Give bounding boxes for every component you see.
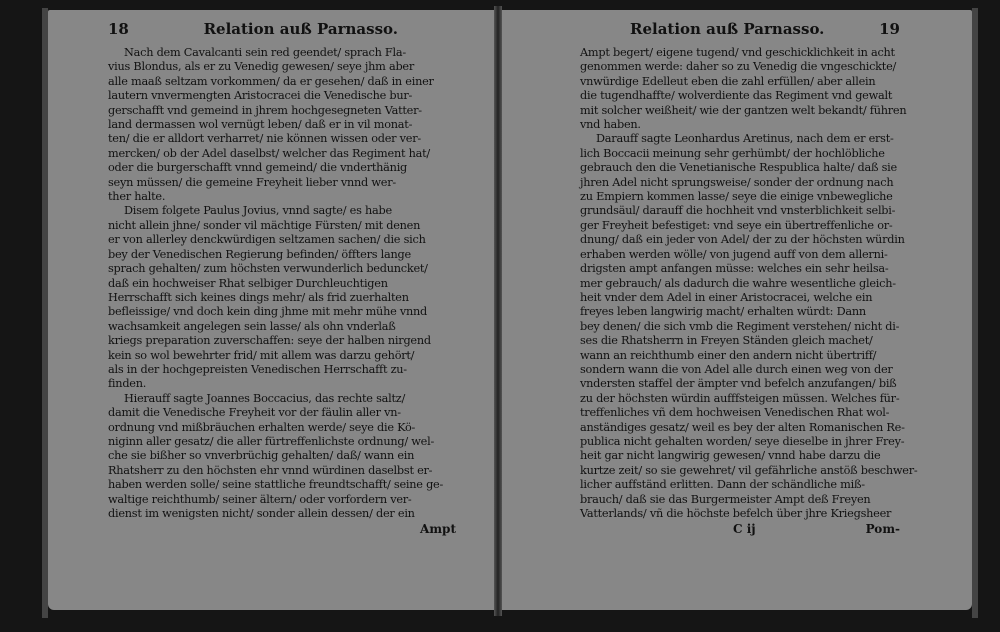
text-line: heit vnder dem Adel in einer Aristocracei, welche ein [580,290,873,304]
text-line: Ampt begert/ eigene tugend/ vnd geschicklichkeit in acht [580,46,895,59]
text-line: gerschafft vnd gemeind in jhrem hochgesegneten Vatter- [108,103,422,117]
text-line: freyes leben langwirig macht/ erhalten würdt: Dann [580,305,866,319]
text-line: mer gebrauch/ als dadurch die wahre wesentliche gleich- [580,276,896,290]
text-line: Hierauff sagte Joannes Boccacius, das rechte saltz/ [124,391,406,405]
text-line: heit gar nicht langwirig gewesen/ vnnd habe darzu die [580,449,881,463]
text-line: wann an reichthumb einer den andern nicht übertriff/ [580,348,877,362]
text-line: drigsten ampt anfangen müsse: welches ein sehr heilsa- [580,262,889,276]
gutter [494,6,502,616]
left-running-head [108,20,456,44]
text-line: kurtze zeit/ so sie gewehret/ vil gefährliche anstöß beschwer- [580,463,918,477]
left-head-title: Relation auß Parnasso. [203,20,398,38]
text-line: genommen werde: daher so zu Venedig die vngeschickte/ [580,60,897,74]
text-line: oder die burgerschafft vnnd gemeind/ die vnderthänig [108,161,408,175]
text-line: zu Empiern kommen lasse/ seye die einige vnbewegliche [580,190,893,204]
text-line: Rhatsherr zu den höchsten ehr vnnd würdinen daselbst er- [108,463,433,477]
text-line: kriegs preparation zuverschaffen: seye der halben nirgend [108,334,431,348]
text-line: ordnung vnd mißbräuchen erhalten werde/ seye die Kö- [108,420,416,434]
right-page-number: 19 [879,20,900,38]
text-line: nicht allein jhne/ sonder vil mächtige Fürsten/ mit denen [108,218,421,232]
right-running-head [580,20,900,44]
left-catchword: Ampt [420,522,456,537]
right-head-title: Relation auß Parnasso. [630,20,825,38]
text-line: jhren Adel nicht sprungsweise/ sonder der ordnung nach [580,175,894,189]
text-line: sondern wann die von Adel alle durch einen weg von der [580,362,893,376]
text-line: Disem folgete Paulus Jovius, vnnd sagte/ es habe [124,204,392,218]
text-line: sprach gehalten/ zum höchsten verwunderlich beduncket/ [108,262,428,276]
text-line: brauch/ daß sie das Burgermeister Ampt deß Freyen [580,492,871,506]
text-line: vius Blondus, als er zu Venedig gewesen/ seye jhm aber [108,60,415,74]
text-line: vnd haben. [580,118,641,132]
text-line: ther halte. [108,190,166,204]
text-line: mit solcher weißheit/ wie der gantzen welt bekandt/ führen [580,103,907,117]
text-line: alle maaß seltzam vorkommen/ da er gesehen/ daß in einer [108,74,434,88]
left-page [48,10,494,610]
text-line: Nach dem Cavalcanti sein red geendet/ sprach Fla- [124,46,406,59]
text-line: lich Boccacii meinung sehr gerhümbt/ der hochlöbliche [580,146,885,160]
text-line: ses die Rhatsherrn in Freyen Ständen gleich machet/ [580,334,873,348]
text-line: daß ein hochweiser Rhat selbiger Durchleuchtigen [108,276,388,290]
text-line: Herrschafft sich keines dings mehr/ als frid zuerhalten [108,290,409,304]
left-footer [108,522,456,536]
text-line: ten/ die er alldort verharret/ nie können wissen oder ver- [108,132,421,146]
text-line: Darauff sagte Leonhardus Aretinus, nach dem er erst- [596,132,894,146]
right-page-edge [972,8,978,618]
text-line: Vatterlands/ vñ die höchste befelch über jhre Kriegsheer [580,507,892,520]
text-line: waltige reichthumb/ seiner ältern/ oder vorfordern ver- [108,492,412,506]
text-line: vnwürdige Edelleut eben die zahl erfüllen/ aber allein [580,74,876,88]
text-line: anständiges gesatz/ weil es bey der alten Romanischen Re- [580,420,905,434]
text-line: als in der hochgepreisten Venedischen Herrschafft zu- [108,362,407,376]
text-line: publica nicht gehalten worden/ seye dieselbe in jhrer Frey- [580,434,905,448]
text-line: wachsamkeit angelegen sein lasse/ als ohn vnderlaß [108,319,396,333]
text-line: er von allerley denckwürdigen seltzamen sachen/ die sich [108,233,426,247]
text-line: die tugendhaffte/ wolverdiente das Regiment vnd gewalt [580,89,893,103]
text-line: bey der Venedischen Regierung befinden/ öffters lange [108,247,411,261]
right-footer [580,522,900,536]
right-page [502,10,972,610]
text-line: bey denen/ die sich vmb die Regiment verstehen/ nicht di- [580,319,900,333]
text-line: kein so wol bewehrter frid/ mit allem was darzu gehört/ [108,348,415,362]
text-line: zu der höchsten würdin aufffsteigen müssen. Welches für- [580,391,900,405]
text-line: niginn aller gesatz/ die aller fürtreffenlichste ordnung/ wel- [108,434,435,448]
text-line: licher auffständ erlitten. Dann der schändliche miß- [580,478,865,492]
text-line: treffenliches vñ dem hochweisen Venedischen Rhat wol- [580,406,890,420]
text-line: dnung/ daß ein jeder von Adel/ der zu der höchsten würdin [580,233,905,247]
text-line: grundsäul/ darauff die hochheit vnd vnsterblichkeit selbi- [580,204,896,218]
right-catchword: Pom- [865,522,900,537]
text-line: finden. [108,377,147,391]
text-line: erhaben werden wölle/ von jugend auff von dem allerni- [580,247,888,261]
text-line: vndersten staffel der ämpter vnd befelch anzufangen/ biß [580,377,897,391]
left-page-number: 18 [108,20,129,38]
right-text-block [580,46,918,521]
text-line: lautern vnvermengten Aristocracei die Venedische bur- [108,89,413,103]
text-line: gebrauch den die Venetianische Respublica halte/ daß sie [580,161,897,175]
text-line: mercken/ ob der Adel daselbst/ welcher das Regiment hat/ [108,146,430,160]
text-line: dienst im wenigsten nicht/ sonder allein dessen/ der ein [108,507,415,520]
signature-mark: C ij [732,522,756,537]
text-line: haben werden solle/ seine stattliche freundtschafft/ seine ge- [108,478,444,492]
left-text-block [108,46,456,521]
text-line: damit die Venedische Freyheit vor der fäulin aller vn- [108,406,401,420]
text-line: seyn müssen/ die gemeine Freyheit lieber vnnd wer- [108,175,396,189]
text-line: che sie bißher so vnverbrüchig gehalten/ daß/ wann ein [108,449,415,463]
text-line: land dermassen wol vernügt leben/ daß er in vil monat- [108,118,413,132]
text-line: ger Freyheit befestiget: vnd seye ein übertreffenliche or- [580,218,893,232]
text-line: befleissige/ vnd doch kein ding jhme mit mehr mühe vnnd [108,305,428,319]
